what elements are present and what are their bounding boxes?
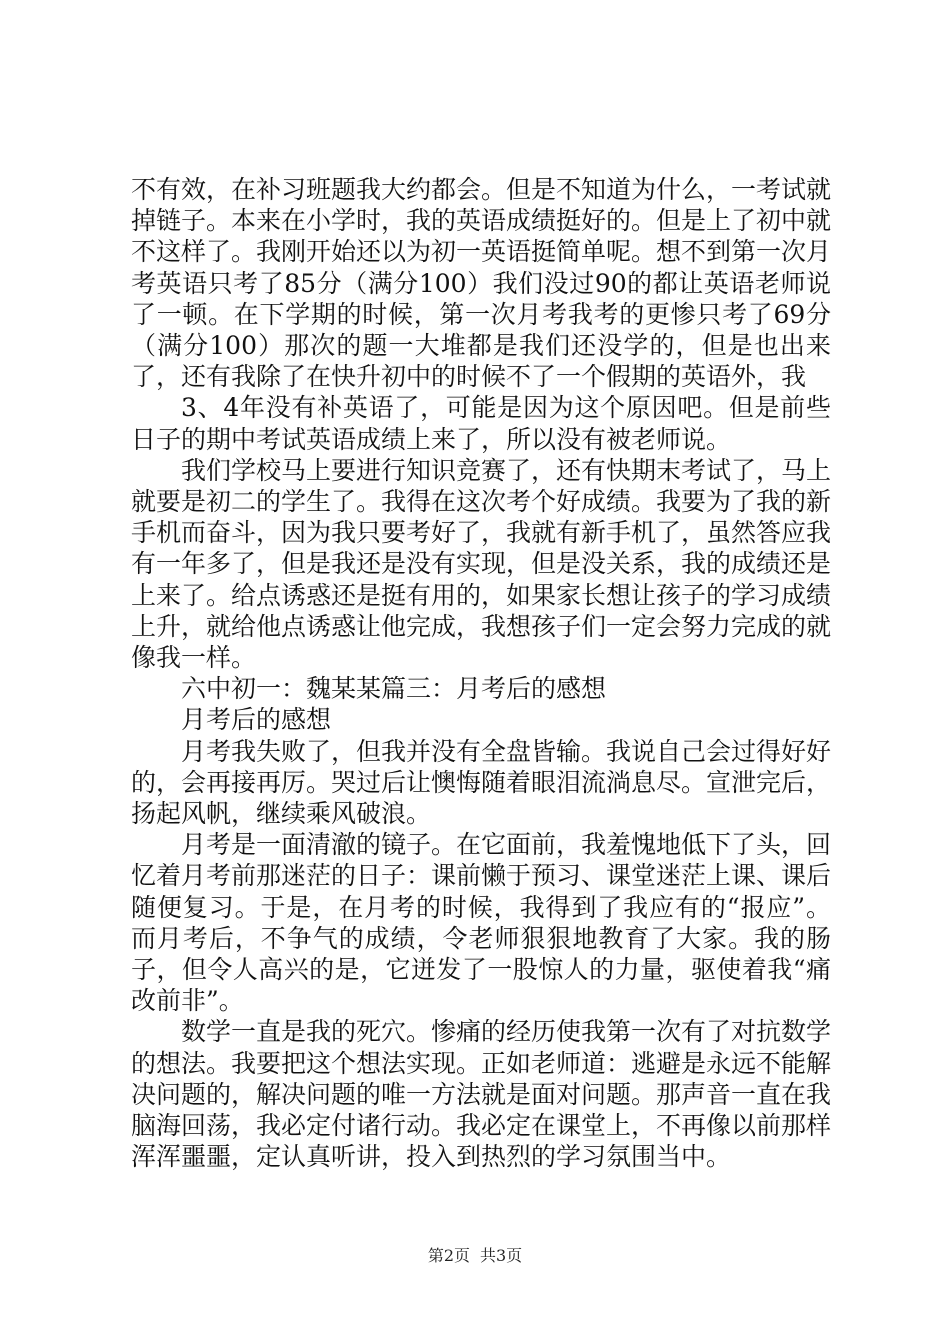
paragraph-6: 月考我失败了，但我并没有全盘皆输。我说自己会过得好好的，会再接再厉。哭过后让懊悔随着眼泪流淌息尽。宣泄完后，扬起风帆，继续乘风破浪。 — [131, 736, 832, 829]
document-body — [131, 174, 831, 1173]
paragraph-2: 3、4年没有补英语了，可能是因为这个原因吧。但是前些日子的期中考试英语成绩上来了，所以没有被老师说。 — [131, 393, 831, 454]
paragraph-8: 数学一直是我的死穴。惨痛的经历使我第一次有了对抗数学的想法。我要把这个想法实现。正如老师道：逃避是永远不能解决问题的，解决问题的唯一方法就是面对问题。那声音一直在我脑海回荡，我必定付诸行动。我必定在课堂上，不再像以前那样浑浑噩噩，定认真听讲，投入到热烈的学习氛围当中。 — [131, 1017, 832, 1172]
page-number: 第2页 — [427, 1246, 470, 1265]
article-title: 月考后的感想 — [181, 705, 332, 735]
paragraph-1: 不有效，在补习班题我大约都会。但是不知道为什么，一考试就掉链子。本来在小学时，我的英语成绩挺好的。但是上了初中就不这样了。我刚开始还以为初一英语挺简单呢。想不到第一次月考英语只考了85分（满分100）我们没过90的都让英语老师说了一顿。在下学期的时候，第一次月考我考的更惨只考了69分（满分100）那次的题一大堆都是我们还没学的，但是也出来了，还有我除了在快升初中的时候不了一个假期的英语外，我 — [131, 175, 832, 392]
page-total: 共3页 — [480, 1246, 523, 1265]
paragraph-7: 月考是一面清澈的镜子。在它面前，我羞愧地低下了头，回忆着月考前那迷茫的日子：课前懒于预习、课堂迷茫上课、课后随便复习。于是，在月考的时候，我得到了我应有的“报应”。而月考后，不争气的成绩，令老师狠狠地教育了大家。我的肠子，但令人高兴的是，它迸发了一股惊人的力量，驱使着我“痛改前非”。 — [131, 830, 832, 1016]
page-footer — [0, 1243, 950, 1266]
section-heading-line: 六中初一：魏某某篇三：月考后的感想 — [181, 674, 607, 704]
paragraph-3: 我们学校马上要进行知识竞赛了，还有快期末考试了，马上就要是初二的学生了。我得在这次考个好成绩。我要为了我的新手机而奋斗，因为我只要考好了，我就有新手机了，虽然答应我有一年多了，但是我还是没有实现，但是没关系，我的成绩还是上来了。给点诱惑还是挺有用的，如果家长想让孩子的学习成绩上升，就给他点诱惑让他完成，我想孩子们一定会努力完成的就像我一样。 — [131, 455, 832, 673]
